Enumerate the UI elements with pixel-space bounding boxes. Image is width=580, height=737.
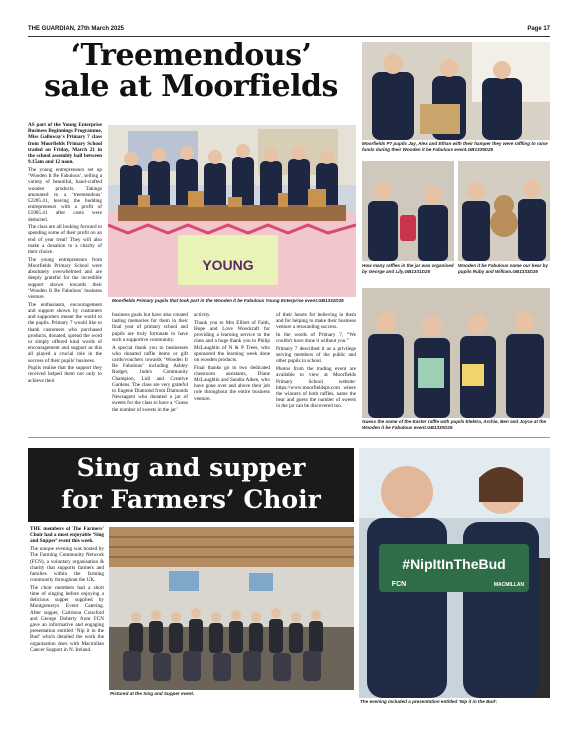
story1-paragraph: activity.: [194, 312, 211, 318]
story1-paragraph: A special thank you to businesses who donated raffle items or gift cards/vouchers towards ‘Wooden It Be Fabulous’ including Ashley Rodger, Jude's Community Champion, Lidl and Creative Gardens. The class are very grateful to Eugene Diamond from Diamonds Newsagent who donated a jar of sweets for the class to have a ‘Guess the number of sweets in the jar’: [112, 344, 188, 413]
story1-column-4: [276, 312, 356, 430]
easter-raffle-caption: Guess the name of the Easter raffle with pupils Elektra, Archie, Ben and Joyce at the Wooden it be Fabulous event.GB1330D25: [362, 419, 547, 430]
story1-column-2: [112, 312, 188, 430]
nip-it-in-the-bud-photo: [359, 448, 550, 698]
young-enterprise-banner: YOUNG: [202, 257, 254, 273]
story1-column-3: [194, 312, 270, 430]
story1-paragraph: The young entrepreneurs set up ‘Wooden It Be Fabulous’, selling a variety of beautiful, hand-crafted wooden products. Takings amounted to a ‘treemendous’ £2205.41, leaving the budding entrepreneurs with a profit of £1905.41 after costs were deducted.: [28, 166, 102, 223]
header-rule: [28, 36, 550, 37]
raffle-jar-photo: [362, 161, 454, 261]
story2-column-1: [30, 526, 104, 706]
moorfields-group-photo: [108, 125, 356, 297]
name-bear-caption: Wooden it be Fabulous name our bear by pupils Ruby and William.GB1333D25: [458, 263, 549, 274]
hamper-photo: [362, 42, 550, 140]
story1-paragraph: Pupils realise that the support they received helped them not only to achieve their: [28, 365, 102, 384]
story1-paragraph: In the words of Primary 7, “We couldn't have done it without you.”: [276, 332, 356, 345]
story2-headline-line2: for Farmers’ Choir: [61, 485, 321, 514]
raffle-jar-caption: How many raffles in the jar was organised by George and Lily.GB1331D25: [362, 263, 454, 274]
fcn-logo-text: FCN: [391, 581, 407, 588]
story1-intro: AS part of the Young Enterprise Business Beginnings Programme, Miss Galloway's Primary 7 class from Moorfields Primary School traded on Friday, March 21 in the school assembly hall between 9.15am and 12 noon.: [28, 122, 102, 166]
story1-paragraph: Final thanks go to two dedicated classroom assistants, Diane McLaughlin and Sandra Aiken, who have gone over and above their job role throughout the entire business venture.: [194, 364, 270, 402]
choir-photo: [109, 527, 354, 690]
story1-paragraph: Thank you to Mrs Elliott of Faith, Hope and Love Woodcraft for providing a learning service to the class and a huge thank you to Philip McLaughlin of N & P Trees, who sponsored the learning week done on wooden products.: [194, 319, 270, 363]
story1-headline-line1: ‘Treemendous’: [70, 38, 312, 73]
easter-raffle-photo: [362, 288, 550, 418]
story2-intro: THE members of The Farmers' Choir had a most enjoyable ‘Sing and Supper’ event this week.: [30, 526, 104, 545]
story1-headline-line2: sale at Moorfields: [44, 69, 338, 104]
newspaper-dateline: THE GUARDIAN, 27th March 2025: [28, 26, 125, 32]
story1-paragraph: of their hearts for believing in them and for helping to make their business venture a resounding success.: [276, 312, 356, 331]
story2-paragraph: The choir members had a short time of singing before enjoying a delicious supper supplied by Montgomerys Event Catering. After supper, Caitriona Crawford and George Doherty from FCN gave an informative and engaging presentation entitled ‘Nip it in the Bud’ which detailed the work the organisation does with Macmillan Cancer Support in N. Ireland.: [30, 584, 104, 653]
story1-main-caption: Moorfields Primary pupils that took part in the Wooden it be Fabulous Young Enterprise event.GB1332D25: [112, 298, 344, 303]
hamper-caption: Moorfields P7 pupils Jay, Alex and Ethan with their hamper they were raffling to raise funds during their Wooden it be Fabulous event.GB1329D25: [362, 141, 548, 152]
story1-paragraph: The young entrepreneurs from Moorfields Primary School were absolutely overwhelmed and are deeply grateful for the incredible support shown towards their ‘Wooden It Be Fabulous’ business venture.: [28, 256, 102, 300]
nip-it-sign-text: #NipItInTheBud: [402, 556, 506, 572]
story2-headline: [28, 448, 354, 522]
story2-paragraph: The unique evening was hosted by The Farming Community Network (FCN), a voluntary organisation & charity that supports farmers and families within the farming community throughout the UK.: [30, 546, 104, 584]
story1-paragraph: Photos from the trading event are available to view at Moorfields Primary School website: https://www.moorfieldsps.com where the winners of both raffles, name the bear and guess the number of sweets in the jar can be discovered too.: [276, 366, 356, 410]
choir-caption: Pictured at the Sing and Supper event.: [110, 691, 195, 696]
name-bear-photo: [458, 161, 550, 261]
story1-paragraph: The enthusiasm, encouragement and support shown by customers and supporters meant the world to the pupils. Primary 7 would like to thank customers who purchased products, donated, spread the word or simply offered kind words of encouragement and support as this all played a crucial role in the success of their pupils' business.: [28, 301, 102, 364]
presentation-caption: The evening included a presentation entitled ‘Nip it in the Bud’.: [360, 699, 498, 704]
story1-paragraph: Primary 7 described it as a privilege serving members of the public and other pupils in school.: [276, 346, 356, 365]
story1-paragraph: business goals but have also created lasting memories for them in their final year of primary school and pupils are truly fortunate to have such a supportive community.: [112, 312, 188, 343]
story1-column-1: [28, 122, 102, 430]
story2-headline-line1: Sing and supper: [76, 453, 306, 482]
story-divider: [28, 437, 550, 438]
page-number: Page 17: [527, 26, 550, 32]
story1-headline: [26, 40, 356, 102]
story1-paragraph: The class are all looking forward to spending some of their profit on an end of year treat! They will also make a donation to a charity of their choice.: [28, 224, 102, 256]
macmillan-logo-text: MACMILLAN: [493, 582, 525, 588]
